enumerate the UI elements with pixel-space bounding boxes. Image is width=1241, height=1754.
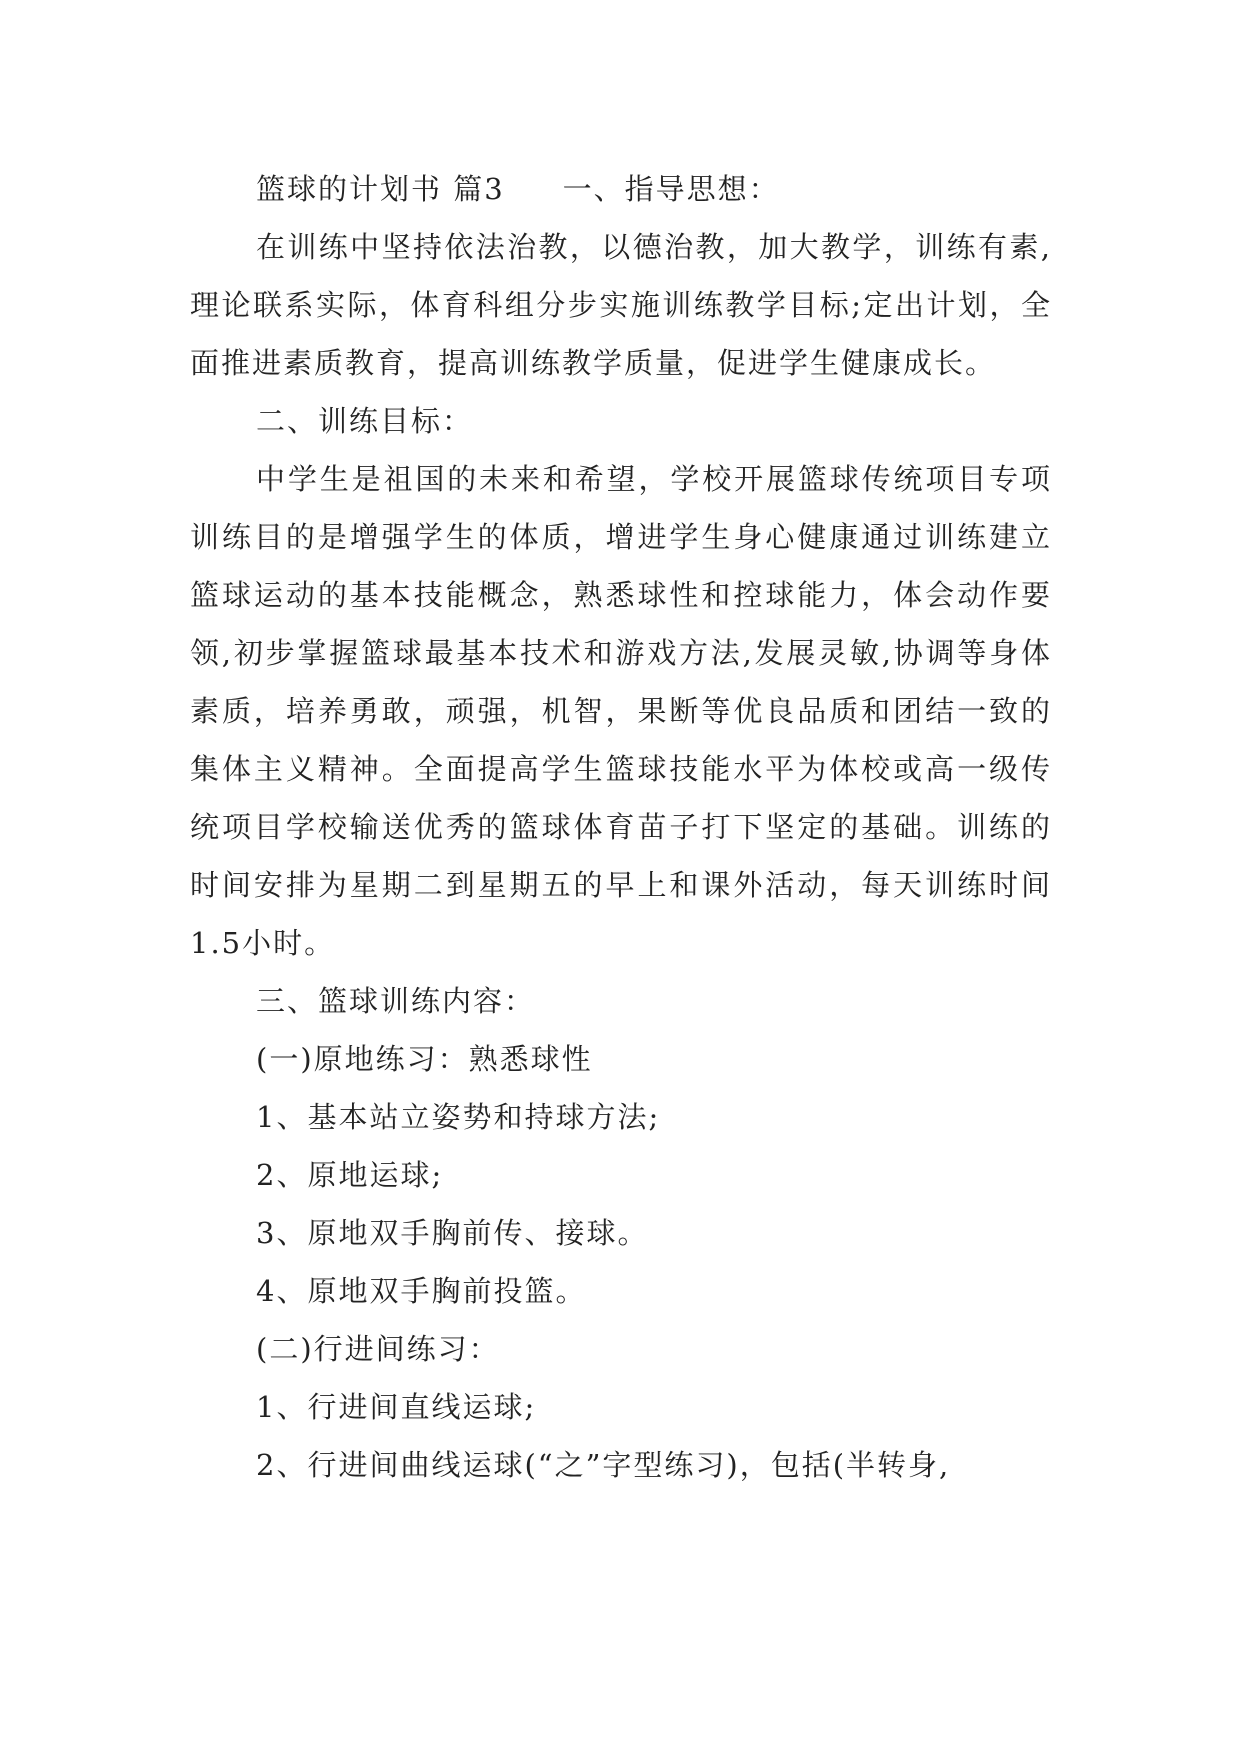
list-item: 1、行进间直线运球;: [256, 1390, 537, 1424]
subheading-stationary-practice: (一)原地练习：熟悉球性: [256, 1042, 593, 1076]
document-body: [190, 160, 1052, 1494]
subheading-moving-practice: (二)行进间练习：: [256, 1332, 500, 1366]
document-title: 篮球的计划书 篇3: [256, 172, 505, 206]
section-heading-training-goals: 二、训练目标：: [256, 404, 474, 438]
paragraph-heading-1: [190, 160, 1052, 218]
list-item: 2、行进间曲线运球(“之”字型练习)，包括(半转身,: [256, 1448, 951, 1482]
section-heading-training-content: 三、篮球训练内容：: [256, 984, 536, 1018]
list-item: 2、原地运球;: [256, 1158, 444, 1192]
section-heading-guiding-thought: 一、指导思想：: [562, 172, 780, 206]
list-item: 1、基本站立姿势和持球方法;: [256, 1100, 661, 1134]
paragraph-training-goals: 中学生是祖国的未来和希望，学校开展篮球传统项目专项训练目的是增强学生的体质，增进学生身心健康通过训练建立篮球运动的基本技能概念，熟悉球性和控球能力，体会动作要领,初步掌握篮球最基本技术和游戏方法,发展灵敏,协调等身体素质，培养勇敢，顽强，机智，果断等优良品质和团结一致的集体主义精神。全面提高学生篮球技能水平为体校或高一级传统项目学校输送优秀的篮球体育苗子打下坚定的基础。训练的时间安排为星期二到星期五的早上和课外活动，每天训练时间1.5小时。: [190, 462, 1052, 960]
paragraph-guiding-thought: 在训练中坚持依法治教，以德治教，加大教学，训练有素,理论联系实际，体育科组分步实施训练教学目标;定出计划，全面推进素质教育，提高训练教学质量，促进学生健康成长。: [190, 230, 1052, 380]
list-item: 3、原地双手胸前传、接球。: [256, 1216, 649, 1250]
list-item: 4、原地双手胸前投篮。: [256, 1274, 587, 1308]
